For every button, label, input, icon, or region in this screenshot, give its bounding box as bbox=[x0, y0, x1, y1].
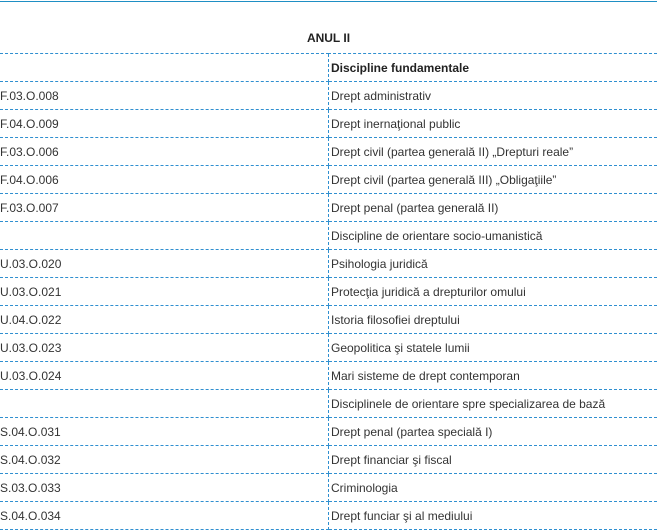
section-heading: Discipline de orientare socio-umanistică bbox=[329, 222, 657, 250]
table-title: ANUL II bbox=[0, 23, 657, 54]
table-row bbox=[0, 250, 657, 278]
course-code: S.04.O.031 bbox=[0, 418, 329, 446]
table-row bbox=[0, 138, 657, 166]
course-code: S.03.O.033 bbox=[0, 474, 329, 502]
course-name: Drept civil (partea generală II) „Drepturi reale” bbox=[329, 138, 657, 166]
table-row bbox=[0, 54, 657, 82]
course-name: Drept financiar şi fiscal bbox=[329, 446, 657, 474]
course-code: S.04.O.032 bbox=[0, 446, 329, 474]
table-row bbox=[0, 390, 657, 418]
course-code: U.03.O.021 bbox=[0, 278, 329, 306]
table-row bbox=[0, 474, 657, 502]
table-row bbox=[0, 502, 657, 530]
table-row bbox=[0, 110, 657, 138]
course-code bbox=[0, 54, 329, 82]
course-code: F.04.O.006 bbox=[0, 166, 329, 194]
course-name: Protecţia juridică a drepturilor omului bbox=[329, 278, 657, 306]
course-name: Mari sisteme de drept contemporan bbox=[329, 362, 657, 390]
table-row bbox=[0, 418, 657, 446]
course-name: Drept administrativ bbox=[329, 82, 657, 110]
course-name: Geopolitica şi statele lumii bbox=[329, 334, 657, 362]
course-name: Drept civil (partea generală III) „Obligaţiile” bbox=[329, 166, 657, 194]
course-name: Drept inernaţional public bbox=[329, 110, 657, 138]
table-row bbox=[0, 194, 657, 222]
course-code: F.03.O.007 bbox=[0, 194, 329, 222]
course-code: U.03.O.023 bbox=[0, 334, 329, 362]
table-row bbox=[0, 306, 657, 334]
table-row bbox=[0, 362, 657, 390]
table-row bbox=[0, 222, 657, 250]
course-name: Istoria filosofiei dreptului bbox=[329, 306, 657, 334]
course-name: Drept penal (partea specială I) bbox=[329, 418, 657, 446]
course-code: U.04.O.022 bbox=[0, 306, 329, 334]
course-name: Criminologia bbox=[329, 474, 657, 502]
course-code bbox=[0, 222, 329, 250]
course-code: F.03.O.008 bbox=[0, 82, 329, 110]
course-code: F.04.O.009 bbox=[0, 110, 329, 138]
table-row bbox=[0, 446, 657, 474]
section-heading: Discipline fundamentale bbox=[329, 54, 657, 82]
course-code: S.04.O.034 bbox=[0, 502, 329, 530]
course-name: Psihologia juridică bbox=[329, 250, 657, 278]
course-name: Drept penal (partea generală II) bbox=[329, 194, 657, 222]
course-code: U.03.O.024 bbox=[0, 362, 329, 390]
curriculum-table bbox=[0, 23, 657, 530]
table-row bbox=[0, 82, 657, 110]
course-code: F.03.O.006 bbox=[0, 138, 329, 166]
table-row bbox=[0, 166, 657, 194]
top-divider bbox=[0, 1, 657, 2]
course-code bbox=[0, 390, 329, 418]
table-row bbox=[0, 334, 657, 362]
course-name: Drept funciar şi al mediului bbox=[329, 502, 657, 530]
course-code: U.03.O.020 bbox=[0, 250, 329, 278]
table-row bbox=[0, 278, 657, 306]
table-title-row bbox=[0, 23, 657, 54]
section-heading: Disciplinele de orientare spre specializarea de bază bbox=[329, 390, 657, 418]
